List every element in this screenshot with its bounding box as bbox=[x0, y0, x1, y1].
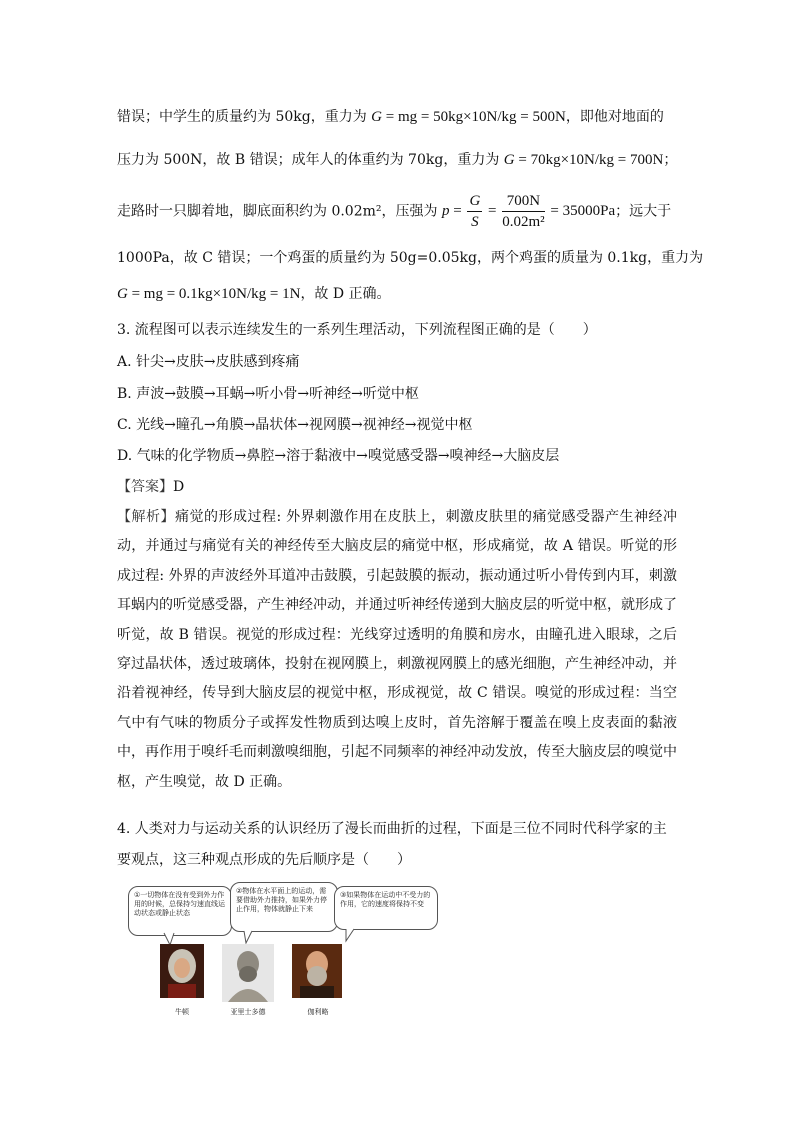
option-c: C. 光线→瞳孔→角膜→晶状体→视网膜→视神经→视觉中枢 bbox=[117, 417, 473, 433]
var: G bbox=[117, 286, 128, 302]
denominator: 0.02m² bbox=[502, 214, 545, 230]
solution-line-4 bbox=[117, 251, 703, 265]
question-3-stem: 3. 流程图可以表示连续发生的一系列生理活动，下列流程图正确的是（ ） bbox=[117, 322, 597, 338]
numerator: G bbox=[467, 192, 482, 212]
question-4-stem-line-2: 要观点，这三种观点形成的先后顺序是（ ） bbox=[117, 852, 411, 868]
var: G bbox=[503, 152, 515, 168]
solution-line-1 bbox=[117, 110, 664, 125]
eq-text: = mg = 50kg×10N/kg = 500N bbox=[385, 109, 566, 125]
speech-bubble-2: ②物体在水平面上的运动，需要借助外力推持，如果外力停止作用，物体就静止下来 bbox=[230, 882, 338, 932]
scientist-name-galileo: 伽利略 bbox=[307, 1008, 329, 1016]
equation bbox=[371, 109, 566, 125]
analysis-text: 痛觉的形成过程: 外界刺激作用在皮肤上，刺激皮肤里的痛觉感受器产生神经冲动，并通过与痛觉有关的神经传至大脑皮层的痛觉中枢，形成痛觉，故 A 错误。听觉的形成过程: 外界的声波经外耳道冲击鼓膜，引起鼓膜的振动，振动通过听小骨传到内耳，刺激耳蜗内的听觉感受器，产生神经冲动，并通过听神经传递到大脑皮层的听觉中枢，就形成了听觉，故 B 错误。视觉的形成过程：光线穿过透明的角膜和房水，由瞳孔进入眼球，之后穿过晶状体，透过玻璃体，投射在视网膜上，刺激视网膜上的感光细胞，产生神经冲动，并沿着视神经，传导到大脑皮层的视觉中枢，形成视觉，故 C 错误。嗅觉的形成过程：当空气中有气味的物质分子或挥发性物质到达嗅上皮时，首先溶解于覆盖在嗅上皮表面的黏液中，再作用于嗅纤毛而刺激嗅细胞，引起不同频率的神经冲动发放，传至大脑皮层的嗅觉中枢，产生嗅觉，故 D 正确。 bbox=[117, 509, 677, 790]
aristotle-portrait bbox=[222, 944, 274, 1002]
numerator: 700N bbox=[502, 192, 544, 212]
var-p: p bbox=[441, 202, 450, 219]
solution-line-2 bbox=[117, 153, 677, 168]
text: 压力为 500N，故 B 错误；成年人的体重约为 70kg，重力为 bbox=[117, 152, 504, 168]
fraction-g-over-s bbox=[467, 192, 482, 231]
solution-line-3 bbox=[117, 192, 671, 231]
pressure-equation: p = $\frac{G}{S}$ = $\frac{700N}{\text{0.02m²}}$ = 35000Pa bbox=[441, 193, 616, 230]
option-d: D. 气味的化学物质→鼻腔→溶于黏液中→嗅觉感受器→嗅神经→大脑皮层 bbox=[117, 448, 560, 464]
analysis-paragraph bbox=[117, 503, 677, 797]
text: ，即他对地面的 bbox=[565, 109, 664, 125]
scientist-name-newton: 牛顿 bbox=[175, 1008, 189, 1016]
equation bbox=[504, 152, 664, 168]
text: ；远大于 bbox=[615, 203, 672, 220]
analysis-tag: 【解析】 bbox=[117, 509, 175, 525]
scientist-name-aristotle: 亚里士多德 bbox=[230, 1008, 266, 1016]
speech-bubble-1: ①一切物体在没有受到外力作用的时候，总保持匀速直线运动状态或静止状态 bbox=[128, 886, 232, 936]
text: 错误；中学生的质量约为 50kg，重力为 bbox=[117, 109, 372, 125]
text: 走路时一只脚着地，脚底面积约为 0.02m²，压强为 bbox=[117, 203, 442, 220]
denominator: S bbox=[471, 214, 479, 230]
answer-line bbox=[117, 480, 184, 494]
bubble-tail-3 bbox=[346, 929, 358, 943]
text: 1000Pa，故 C 错误；一个鸡蛋的质量约为 50g=0.05kg，两个鸡蛋的质量为 0.1kg，重力为 bbox=[117, 250, 704, 266]
solution-line-5 bbox=[117, 287, 391, 302]
scientists-figure bbox=[124, 880, 440, 1022]
text: ； bbox=[663, 152, 678, 168]
eq-text: = 70kg×10N/kg = 700N bbox=[518, 152, 664, 168]
question-4-stem-line-1: 4. 人类对力与运动关系的认识经历了漫长而曲折的过程，下面是三位不同时代科学家的主 bbox=[117, 821, 667, 837]
galileo-portrait bbox=[292, 944, 342, 998]
eq-text: = mg = 0.1kg×10N/kg = 1N bbox=[131, 286, 301, 302]
newton-portrait bbox=[160, 944, 204, 998]
option-a: A. 针尖→皮肤→皮肤感到疼痛 bbox=[117, 354, 300, 370]
equation bbox=[117, 286, 300, 302]
bubble-tail-2 bbox=[244, 931, 256, 945]
var: G bbox=[371, 109, 383, 125]
text: ，故 D 正确。 bbox=[300, 286, 391, 302]
answer-tag: 【答案】 bbox=[117, 479, 173, 495]
option-b: B. 声波→鼓膜→耳蜗→听小骨→听神经→听觉中枢 bbox=[117, 386, 419, 402]
answer-value: D bbox=[173, 479, 185, 495]
fraction-values bbox=[502, 192, 544, 231]
speech-bubble-3: ③如果物体在运动中不受力的作用，它的速度将保持不变 bbox=[334, 886, 438, 930]
result: = 35000Pa bbox=[550, 202, 616, 219]
